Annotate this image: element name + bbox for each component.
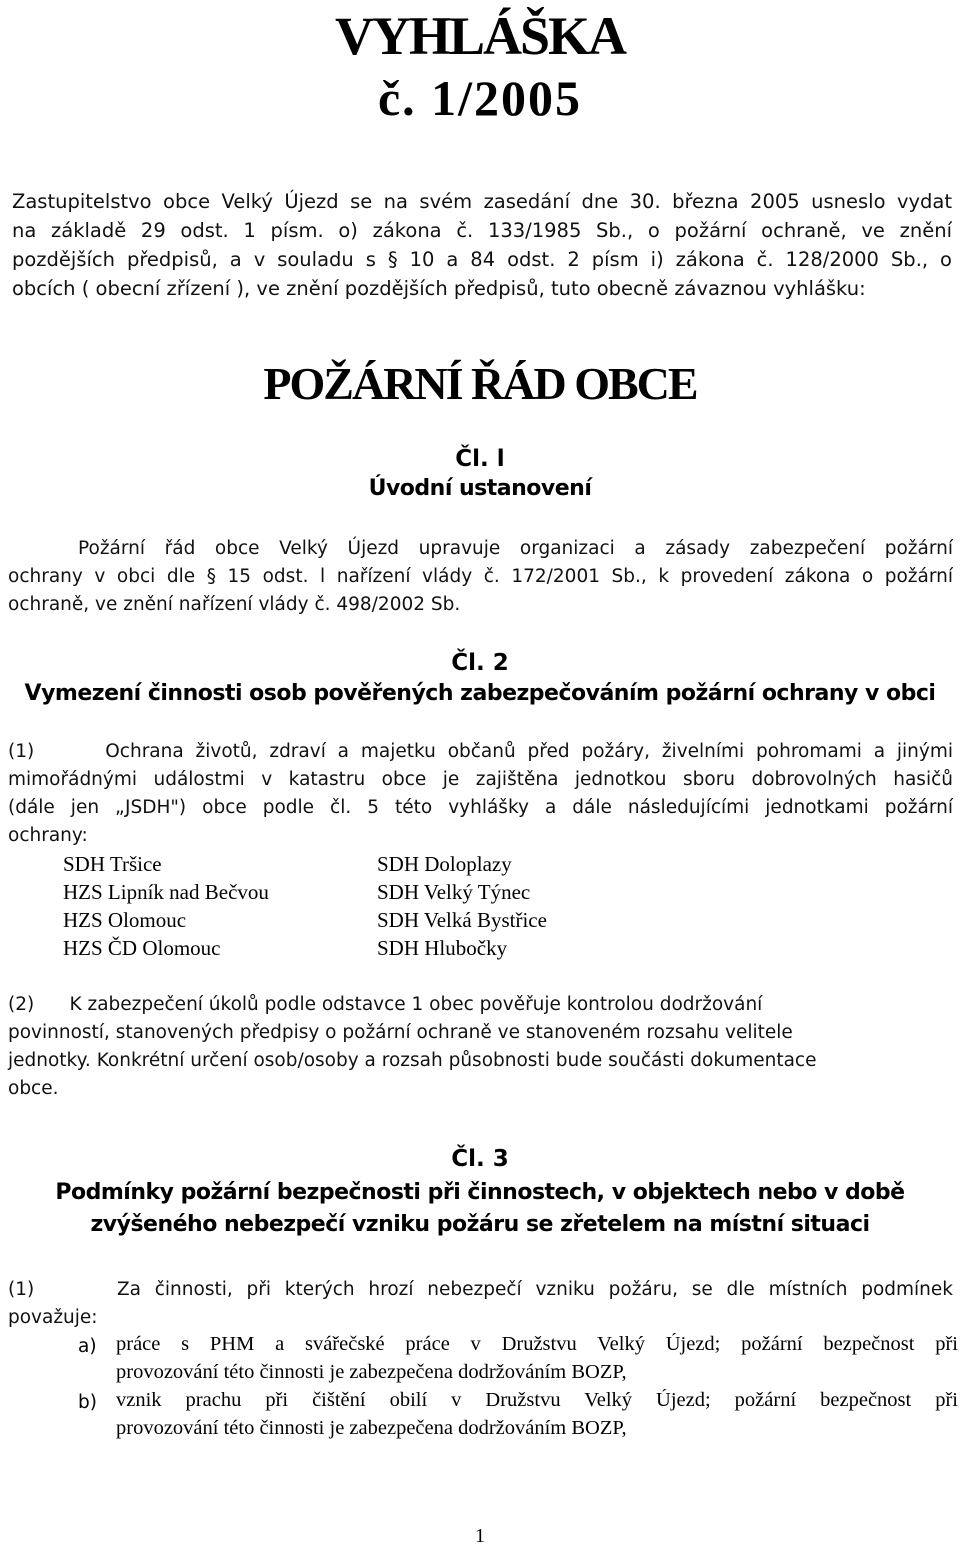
list-item-marker: a) (78, 1336, 97, 1357)
paragraph-line: obce. (8, 1078, 59, 1099)
unit-item: HZS Lipník nad Bečvou (63, 880, 269, 904)
paragraph-line: (1) Za činnosti, při kterých hrozí nebezpečí vzniku požáru, se dle místních podmínek (8, 1279, 953, 1300)
paragraph-line: ochrany v obci dle § 15 odst. l nařízení vlády č. 172/2001 Sb., k provedení zákona o požární (8, 566, 953, 587)
paragraph-line: ochraně, ve znění nařízení vlády č. 498/2002 Sb. (8, 594, 461, 615)
list-item (116, 1333, 958, 1389)
article-3-paragraph-1 (8, 1276, 953, 1332)
unit-item: SDH Tršice (63, 852, 162, 876)
document-number: č. 1/2005 (377, 70, 583, 126)
article-1-title: Úvodní ustanovení (368, 476, 592, 501)
intro-line: obcích ( obecní zřízení ), ve znění pozdějších předpisů, tuto obecně závaznou vyhlášku: (12, 277, 866, 300)
main-heading: POŽÁRNÍ ŘÁD OBCE (263, 358, 697, 409)
paragraph-line: (2) K zabezpečení úkolů podle odstavce 1 obec pověřuje kontrolou dodržování (8, 994, 763, 1015)
list-item (116, 1389, 958, 1445)
intro-line: pozdějších předpisů, a v souladu s § 10 a 84 odst. 2 písm i) zákona č. 128/2000 Sb., o (12, 248, 952, 271)
article-2-paragraph-2 (8, 991, 953, 1103)
unit-item: HZS Olomouc (63, 908, 187, 932)
paragraph-line: Požární řád obce Velký Újezd upravuje organizaci a zásady zabezpečení požární (78, 538, 953, 559)
list-item-line: práce s PHM a svářečské práce v Družstvu Velký Újezd; požární bezpečnost při (116, 1333, 958, 1355)
article-3-title-line: Podmínky požární bezpečnosti při činnostech, v objektech nebo v době (55, 1180, 905, 1205)
unit-item: HZS ČD Olomouc (63, 936, 221, 960)
fire-units-list (0, 850, 960, 965)
paragraph-line: (dále jen „JSDH") obce podle čl. 5 této vyhlášky a dále následujícími jednotkami požární (8, 797, 953, 818)
unit-item: SDH Hlubočky (377, 936, 508, 960)
article-3-number: Čl. 3 (451, 1146, 509, 1172)
article-1-number: Čl. l (455, 446, 505, 472)
document-title: VYHLÁŠKA (334, 6, 626, 66)
intro-line: Zastupitelstvo obce Velký Újezd se na svém zasedání dne 30. března 2005 usneslo vydat (12, 190, 952, 213)
list-item-line: provozování této činnosti je zabezpečena dodržováním BOZP, (116, 1361, 627, 1383)
article-1-paragraph (8, 535, 953, 619)
unit-item: SDH Doloplazy (377, 852, 512, 876)
list-item-line: vznik prachu při čištění obilí v Družstvu Velký Újezd; požární bezpečnost při (116, 1389, 958, 1411)
intro-line: na základě 29 odst. 1 písm. o) zákona č. 133/1985 Sb., o požární ochraně, ve znění (12, 219, 952, 242)
article-3-title-line: zvýšeného nebezpečí vzniku požáru se zřetelem na místní situaci (90, 1212, 870, 1237)
page-number: 1 (475, 1525, 485, 1547)
intro-paragraph (12, 187, 952, 303)
unit-item: SDH Velký Týnec (377, 880, 531, 904)
list-item-marker: b) (78, 1392, 97, 1413)
article-2-number: Čl. 2 (451, 650, 509, 676)
paragraph-line: jednotky. Konkrétní určení osob/osoby a rozsah působnosti bude součásti dokumentace (8, 1050, 817, 1071)
unit-item: SDH Velká Bystřice (377, 908, 547, 932)
paragraph-line: považuje: (8, 1307, 98, 1328)
paragraph-line: mimořádnými událostmi v katastru obce je zajištěna jednotkou sboru dobrovolných hasičů (8, 769, 953, 790)
paragraph-line: ochrany: (8, 825, 88, 846)
article-2-title: Vymezení činnosti osob pověřených zabezpečováním požární ochrany v obci (24, 681, 936, 706)
paragraph-line: povinností, stanovených předpisy o požární ochraně ve stanoveném rozsahu velitele (8, 1022, 793, 1043)
paragraph-line: (1) Ochrana životů, zdraví a majetku občanů před požáry, živelními pohromami a jinými (8, 741, 953, 762)
article-2-paragraph-1 (8, 738, 953, 850)
list-item-line: provozování této činnosti je zabezpečena dodržováním BOZP, (116, 1417, 627, 1439)
